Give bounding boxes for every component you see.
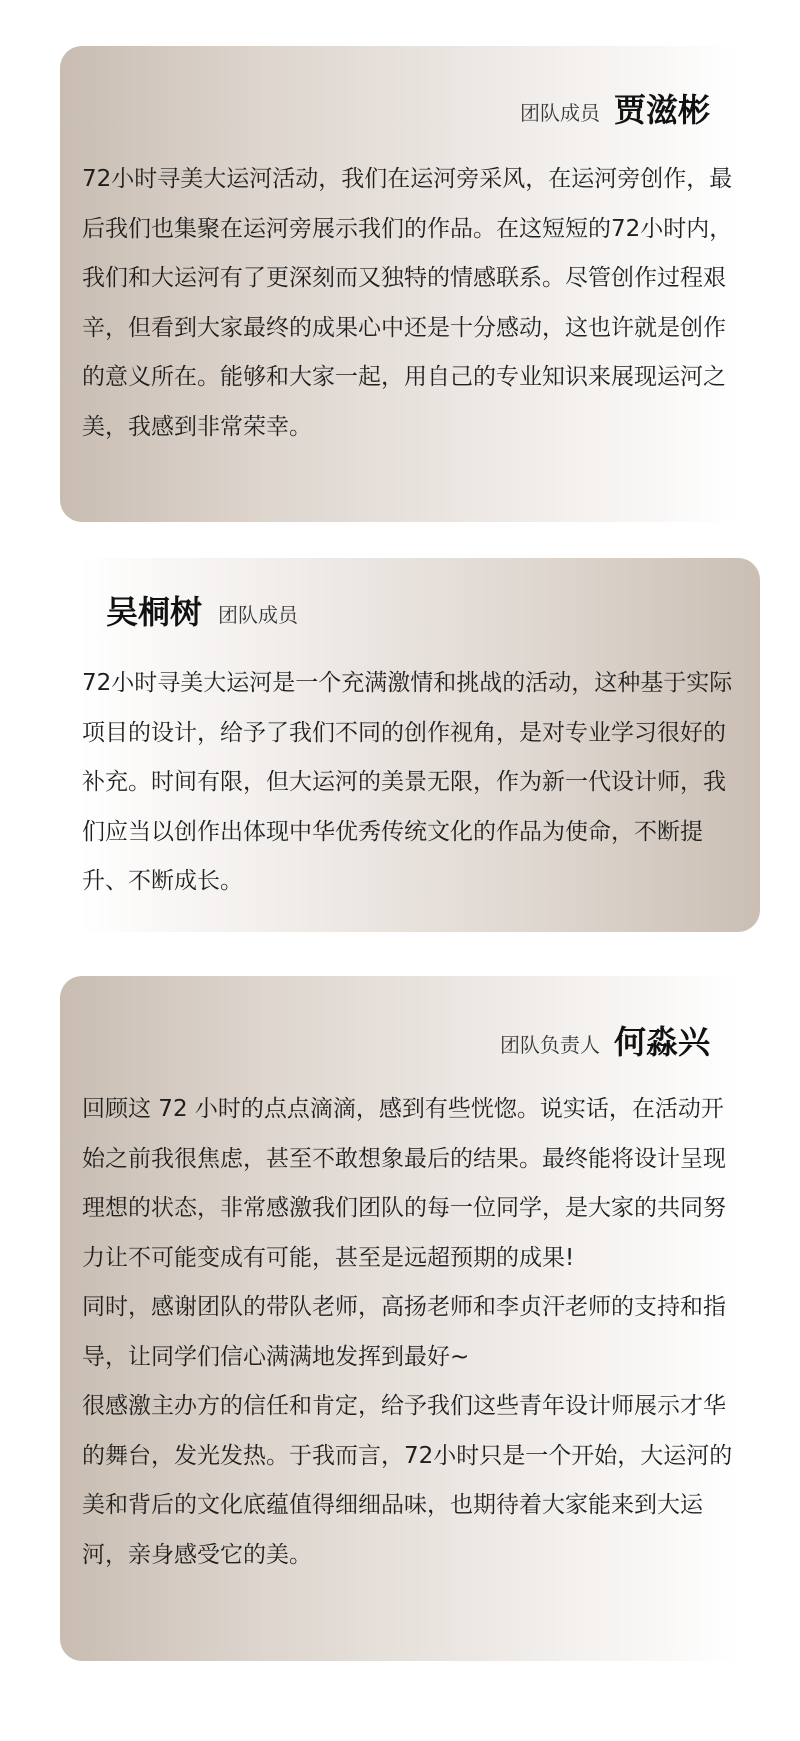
card-3-header — [499, 1023, 710, 1061]
card-1-name: 贾滋彬 — [613, 91, 710, 129]
card-2-text — [82, 659, 738, 907]
card-3-paragraph-1: 回顾这 72 小时的点点滴滴，感到有些恍惚。说实话，在活动开始之前我很焦虑，甚至不敢想象最后的结果。最终能将设计呈现理想的状态，非常感激我们团队的每一位同学，是大家的共同努力让不可能变成有可能，甚至是远超预期的成果! — [82, 1096, 726, 1271]
card-2-role: 团队成员 — [218, 603, 299, 627]
card-3-paragraph-3: 很感激主办方的信任和肯定，给予我们这些青年设计师展示才华的舞台，发光发热。于我而言，72小时只是一个开始，大运河的美和背后的文化底蕴值得细细品味，也期待着大家能来到大运河，亲身感受它的美。 — [82, 1393, 733, 1568]
card-3-role: 团队负责人 — [499, 1033, 600, 1057]
card-2-name: 吴桐树 — [106, 593, 203, 631]
card-3-name: 何淼兴 — [613, 1023, 710, 1061]
card-1-paragraph: 72小时寻美大运河活动，我们在运河旁采风，在运河旁创作，最后我们也集聚在运河旁展示我们的作品。在这短短的72小时内，我们和大运河有了更深刻而又独特的情感联系。尽管创作过程艰辛，但看到大家最终的成果心中还是十分感动，这也许就是创作的意义所在。能够和大家一起，用自己的专业知识来展现运河之美，我感到非常荣幸。 — [82, 166, 733, 440]
card-3-text — [82, 1085, 738, 1580]
card-2-header — [106, 593, 299, 631]
card-1-text — [82, 155, 738, 452]
card-2-paragraph: 72小时寻美大运河是一个充满激情和挑战的活动，这种基于实际项目的设计，给予了我们不同的创作视角，是对专业学习很好的补充。时间有限，但大运河的美景无限，作为新一代设计师，我们应当以创作出体现中华优秀传统文化的作品为使命，不断提升、不断成长。 — [82, 670, 733, 894]
card-1-role: 团队成员 — [519, 101, 600, 125]
card-3-paragraph-2: 同时，感谢团队的带队老师，高扬老师和李贞汗老师的支持和指导，让同学们信心满满地发挥到最好~ — [82, 1294, 726, 1370]
card-1-header — [519, 91, 710, 129]
